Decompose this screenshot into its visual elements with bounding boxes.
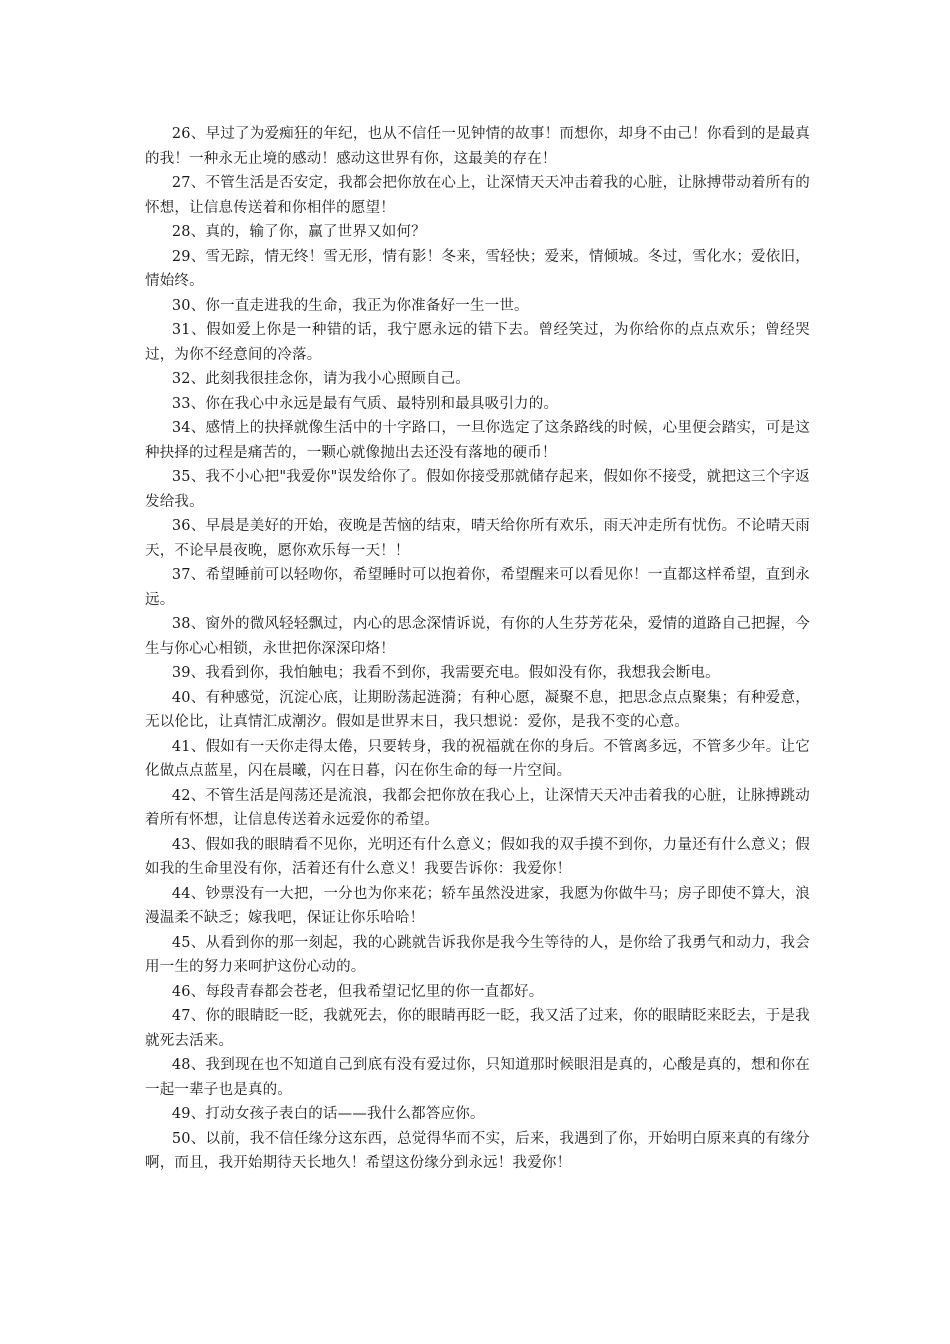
paragraph-26: 26、早过了为爱痴狂的年纪，也从不信任一见钟情的故事！而想你，却身不由己！你看到的是最真的我！一种永无止境的感动！感动这世界有你，这最美的存在！ — [145, 126, 810, 167]
paragraph-45: 45、从看到你的那一刻起，我的心跳就告诉我你是我今生等待的人，是你给了我勇气和动力，我会用一生的努力来呵护这份心动的。 — [145, 934, 810, 975]
paragraph-31: 31、假如爱上你是一种错的话，我宁愿永远的错下去。曾经笑过，为你给你的点点欢乐；曾经哭过，为你不经意间的冷落。 — [145, 322, 810, 363]
paragraph-37: 37、希望睡前可以轻吻你，希望睡时可以抱着你，希望醒来可以看见你！一直都这样希望，直到永远。 — [145, 567, 810, 608]
paragraph-27: 27、不管生活是否安定，我都会把你放在心上，让深情天天冲击着我的心脏，让脉搏带动着所有的怀想，让信息传送着和你相伴的愿望！ — [145, 175, 810, 216]
paragraph-42: 42、不管生活是闯荡还是流浪，我都会把你放在我心上，让深情天天冲击着我的心脏，让脉搏跳动着所有怀想，让信息传送着永远爱你的希望。 — [145, 787, 810, 828]
paragraph-33: 33、你在我心中永远是最有气质、最特别和最具吸引力的。 — [171, 395, 559, 412]
paragraph-48: 48、我到现在也不知道自己到底有没有爱过你，只知道那时候眼泪是真的，心酸是真的，想和你在一起一辈子也是真的。 — [145, 1057, 810, 1098]
paragraph-34: 34、感情上的抉择就像生活中的十字路口，一旦你选定了这条路线的时候，心里便会踏实，可是这种抉择的过程是痛苦的，一颗心就像抛出去还没有落地的硬币！ — [145, 420, 810, 461]
paragraph-30: 30、你一直走进我的生命，我正为你准备好一生一世。 — [171, 297, 529, 314]
paragraph-36: 36、早晨是美好的开始，夜晚是苦恼的结束，晴天给你所有欢乐，雨天冲走所有忧伤。不论晴天雨天，不论早晨夜晚，愿你欢乐每一天！！ — [145, 518, 810, 559]
paragraph-47: 47、你的眼睛眨一眨，我就死去，你的眼睛再眨一眨，我又活了过来，你的眼睛眨来眨去，于是我就死去活来。 — [145, 1008, 810, 1049]
paragraph-50: 50、以前，我不信任缘分这东西，总觉得华而不实，后来，我遇到了你，开始明白原来真的有缘分啊，而且，我开始期待天长地久！希望这份缘分到永远！我爱你！ — [145, 1130, 810, 1171]
paragraph-38: 38、窗外的微风轻轻飘过，内心的思念深情诉说，有你的人生芬芳花朵，爱情的道路自己把握，今生与你心心相锁，永世把你深深印烙！ — [145, 616, 810, 657]
paragraph-43: 43、假如我的眼睛看不见你，光明还有什么意义；假如我的双手摸不到你，力量还有什么意义；假如我的生命里没有你，活着还有什么意义！我要告诉你：我爱你！ — [145, 836, 810, 877]
paragraph-40: 40、有种感觉，沉淀心底，让期盼荡起涟漪；有种心愿，凝聚不息，把思念点点聚集；有种爱意，无以伦比，让真情汇成潮汐。假如是世界末日，我只想说：爱你，是我不变的心意。 — [145, 689, 810, 730]
paragraph-32: 32、此刻我很挂念你，请为我小心照顾自己。 — [171, 371, 470, 387]
paragraph-28: 28、真的，输了你，赢了世界又如何？ — [171, 224, 426, 240]
paragraph-44: 44、钞票没有一大把，一分也为你来花；轿车虽然没进家，我愿为你做牛马；房子即使不算大，浪漫温柔不缺乏；嫁我吧，保证让你乐哈哈！ — [145, 885, 810, 926]
paragraph-29: 29、雪无踪，情无终！雪无形，情有影！冬来，雪轻快；爱来，情倾城。冬过，雪化水；爱依旧，情始终。 — [145, 248, 810, 289]
paragraph-46: 46、每段青春都会苍老，但我希望记忆里的你一直都好。 — [171, 983, 544, 1000]
paragraph-35: 35、我不小心把"我爱你"误发给你了。假如你接受那就储存起来，假如你不接受，就把这三个字返发给我。 — [145, 469, 810, 510]
document-body — [145, 122, 810, 1176]
paragraph-49: 49、打动女孩子表白的话——我什么都答应你。 — [171, 1106, 485, 1122]
paragraph-41: 41、假如有一天你走得太倦，只要转身，我的祝福就在你的身后。不管离多远，不管多少年。让它化做点点蓝星，闪在晨曦，闪在日暮，闪在你生命的每一片空间。 — [145, 738, 810, 779]
paragraph-39: 39、我看到你，我怕触电；我看不到你，我需要充电。假如没有你，我想我会断电。 — [171, 665, 720, 681]
